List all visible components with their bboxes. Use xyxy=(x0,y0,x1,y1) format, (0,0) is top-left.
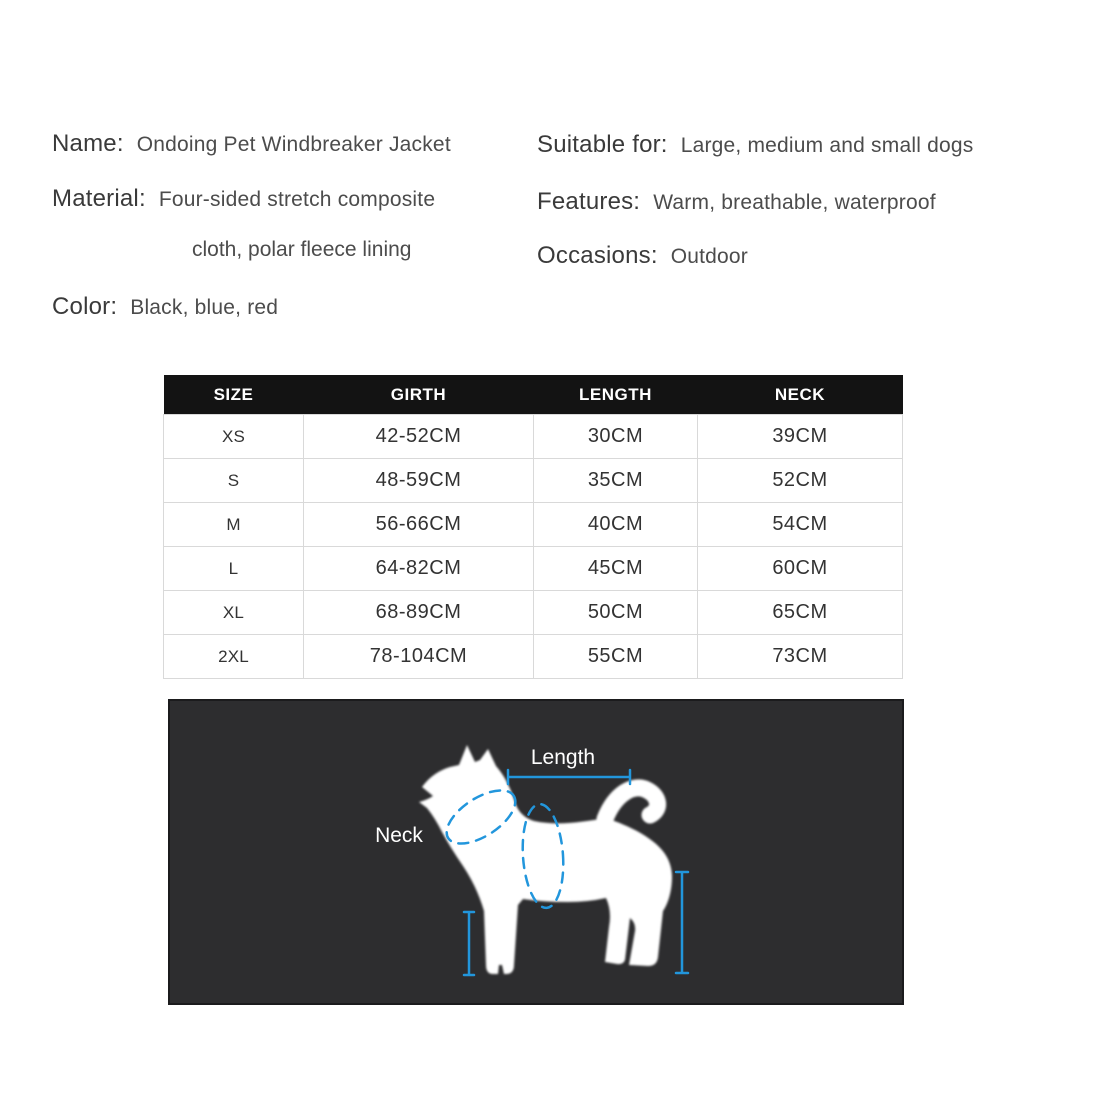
cell-girth: 64-82CM xyxy=(304,547,534,591)
cell-neck: 52CM xyxy=(698,459,903,503)
color-value: Black, blue, red xyxy=(130,296,279,319)
suitable-for-value: Large, medium and small dogs xyxy=(680,134,974,157)
length-line xyxy=(508,770,630,784)
dog-silhouette xyxy=(419,745,672,974)
header-neck: NECK xyxy=(698,375,903,415)
cell-size: XS xyxy=(164,415,304,459)
info-row-name xyxy=(52,130,451,158)
material-value-line1: Four-sided stretch composite xyxy=(158,188,436,211)
dog-tail xyxy=(605,788,658,819)
cell-size: S xyxy=(164,459,304,503)
suitable-for-label: Suitable for: xyxy=(537,131,668,158)
neck-label: Neck xyxy=(375,824,423,847)
cell-length: 55CM xyxy=(534,635,698,679)
cell-neck: 54CM xyxy=(698,503,903,547)
material-value-line2: cloth, polar fleece lining xyxy=(192,238,412,261)
cell-size: 2XL xyxy=(164,635,304,679)
cell-length: 30CM xyxy=(534,415,698,459)
cell-neck: 65CM xyxy=(698,591,903,635)
cell-neck: 60CM xyxy=(698,547,903,591)
header-size: SIZE xyxy=(164,375,304,415)
info-row-features xyxy=(537,188,936,216)
name-value: Ondoing Pet Windbreaker Jacket xyxy=(136,133,451,156)
dog-diagram-svg xyxy=(168,699,904,1005)
cell-girth: 48-59CM xyxy=(304,459,534,503)
cell-length: 45CM xyxy=(534,547,698,591)
cell-girth: 42-52CM xyxy=(304,415,534,459)
info-row-color xyxy=(52,293,278,321)
girth-label: Girth xyxy=(570,848,616,871)
cell-size: L xyxy=(164,547,304,591)
features-value: Warm, breathable, waterproof xyxy=(653,191,936,214)
table-row xyxy=(164,503,903,547)
front-height-line xyxy=(464,912,474,975)
table-row xyxy=(164,635,903,679)
cell-length: 50CM xyxy=(534,591,698,635)
header-girth: GIRTH xyxy=(304,375,534,415)
features-label: Features: xyxy=(537,188,641,215)
cell-girth: 68-89CM xyxy=(304,591,534,635)
table-row xyxy=(164,415,903,459)
info-row-material xyxy=(52,185,435,213)
size-table xyxy=(163,375,903,679)
length-label: Length xyxy=(530,746,596,769)
cell-length: 35CM xyxy=(534,459,698,503)
table-row xyxy=(164,547,903,591)
size-table-header xyxy=(164,375,903,415)
cell-girth: 56-66CM xyxy=(304,503,534,547)
cell-length: 40CM xyxy=(534,503,698,547)
table-row xyxy=(164,591,903,635)
header-length: LENGTH xyxy=(534,375,698,415)
info-row-suitable-for xyxy=(537,131,973,159)
rear-height-line xyxy=(676,872,688,973)
cell-size: M xyxy=(164,503,304,547)
cell-size: XL xyxy=(164,591,304,635)
occasions-value: Outdoor xyxy=(670,245,748,268)
dog-body xyxy=(419,745,672,974)
cell-neck: 39CM xyxy=(698,415,903,459)
cell-neck: 73CM xyxy=(698,635,903,679)
color-label: Color: xyxy=(52,293,118,320)
material-label: Material: xyxy=(52,185,146,212)
name-label: Name: xyxy=(52,130,124,157)
occasions-label: Occasions: xyxy=(537,242,658,269)
cell-girth: 78-104CM xyxy=(304,635,534,679)
measurement-diagram-panel xyxy=(168,699,904,1005)
info-row-occasions xyxy=(537,242,748,270)
table-row xyxy=(164,459,903,503)
